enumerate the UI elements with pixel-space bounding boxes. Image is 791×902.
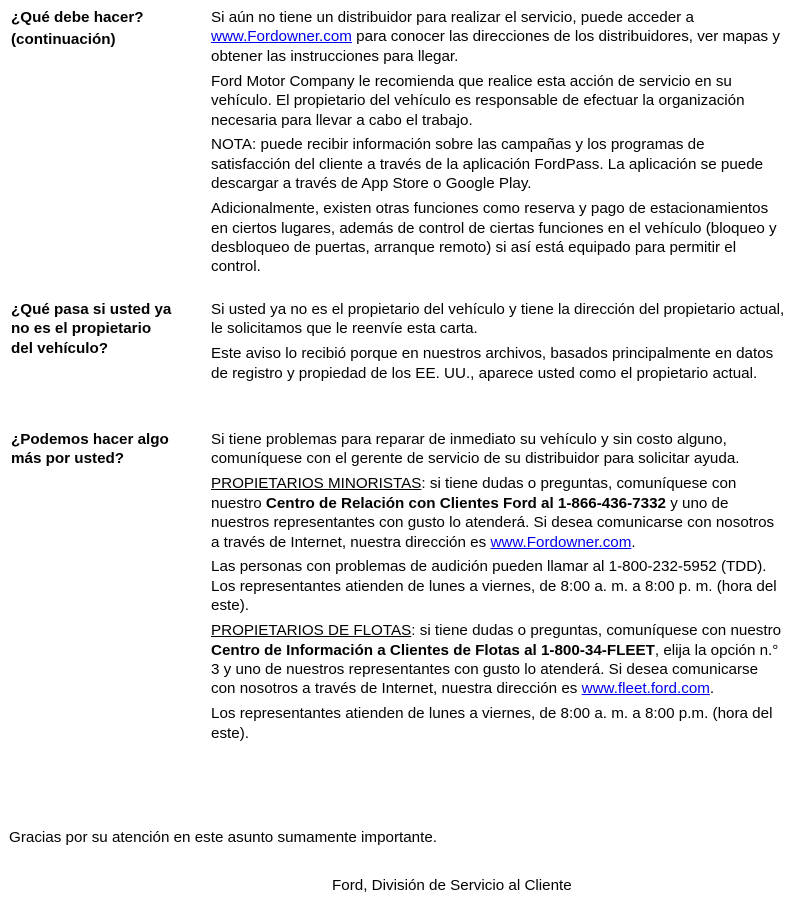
retail-owners-heading: PROPIETARIOS MINORISTAS	[211, 475, 422, 493]
paragraph-retail-owners: PROPIETARIOS MINORISTAS: si tiene dudas o preguntas, comuníquese con nuestro Centro de Relación con Clientes Ford al 1-866-436-7332 y uno de nuestros representantes con gusto lo atenderá. Si desea comunicarse con nosotros a través de Internet, nuestra dirección es www.Fordowner.com.	[211, 475, 775, 551]
fleet-center-phone: Centro de Información a Clientes de Flotas al 1-800-34-FLEET	[211, 641, 655, 659]
paragraph: Los representantes atienden de lunes a viernes, de 8:00 a. m. a 8:00 p.m. (hora del este).	[211, 705, 773, 742]
fordowner-link[interactable]: www.Fordowner.com	[211, 28, 352, 46]
section-body-podemos-hacer-algo	[211, 430, 786, 749]
paragraph: Las personas con problemas de audición pueden llamar al 1-800-232-5952 (TDD). Los representantes atienden de lunes a viernes, de 8:00 a. m. a 8:00 p. m. (hora del este).	[211, 558, 777, 615]
heading-line: ¿Qué debe hacer?	[11, 9, 144, 26]
heading-line: ¿Podemos hacer algo	[11, 431, 169, 448]
ford-customer-center-phone: Centro de Relación con Clientes Ford al 1-866-436-7332	[265, 494, 666, 512]
section-heading-que-debe-hacer	[11, 8, 197, 50]
closing-line: Gracias por su atención en este asunto sumamente importante.	[9, 829, 438, 846]
paragraph: Adicionalmente, existen otras funciones como reserva y pago de estacionamientos en ciertos lugares, además de control de ciertas funciones en el vehículo (bloqueo y desbloqueo de puertas, arranque remoto) si así está equipado para permitir el control.	[211, 200, 777, 276]
section-body-que-debe-hacer	[211, 8, 786, 282]
paragraph: NOTA: puede recibir información sobre las campañas y los programas de satisfacción del cliente a través de la aplicación FordPass. La aplicación se puede descargar a través de App Store o Google Play.	[211, 136, 764, 193]
heading-line: del vehículo?	[11, 339, 109, 357]
paragraph: Si tiene problemas para reparar de inmediato su vehículo y sin costo alguno, comuníquese con el gerente de servicio de su distribuidor para solicitar ayuda.	[211, 431, 740, 468]
heading-line: (continuación)	[11, 31, 116, 49]
section-heading-podemos-hacer-algo	[11, 430, 197, 469]
heading-line: no es el propietario	[11, 320, 152, 338]
section-heading-ya-no-es-propietario	[11, 300, 197, 358]
fleet-ford-link[interactable]: www.fleet.ford.com	[581, 680, 710, 698]
paragraph: Si aún no tiene un distribuidor para realizar el servicio, puede acceder a www.Fordowner.com para conocer las direcciones de los distribuidores, ver mapas y obtener las instrucciones para llegar.	[211, 9, 780, 65]
paragraph-fleet-owners: PROPIETARIOS DE FLOTAS: si tiene dudas o preguntas, comuníquese con nuestro Centro de Información a Clientes de Flotas al 1-800-34-FLEET, elija la opción n.° 3 y uno de nuestros representantes con gusto lo atenderá. Si desea comunicarse con nosotros a través de Internet, nuestra dirección es www.fleet.ford.com.	[211, 622, 782, 698]
heading-line: ¿Qué pasa si usted ya	[11, 301, 172, 318]
paragraph: Si usted ya no es el propietario del vehículo y tiene la dirección del propietario actual, le solicitamos que le reenvíe esta carta.	[211, 301, 785, 338]
fleet-owners-heading: PROPIETARIOS DE FLOTAS	[211, 622, 412, 640]
signature-line: Ford, División de Servicio al Cliente	[332, 877, 572, 894]
paragraph: Este aviso lo recibió porque en nuestros archivos, basados principalmente en datos de registro y propiedad de los EE. UU., aparece usted como el propietario actual.	[211, 345, 774, 382]
paragraph: Ford Motor Company le recomienda que realice esta acción de servicio en su vehículo. El propietario del vehículo es responsable de efectuar la organización necesaria para llevar a cabo el trabajo.	[211, 72, 745, 129]
fordowner-link[interactable]: www.Fordowner.com	[490, 533, 632, 551]
section-body-ya-no-es-propietario	[211, 300, 786, 389]
heading-line: más por usted?	[11, 450, 125, 468]
